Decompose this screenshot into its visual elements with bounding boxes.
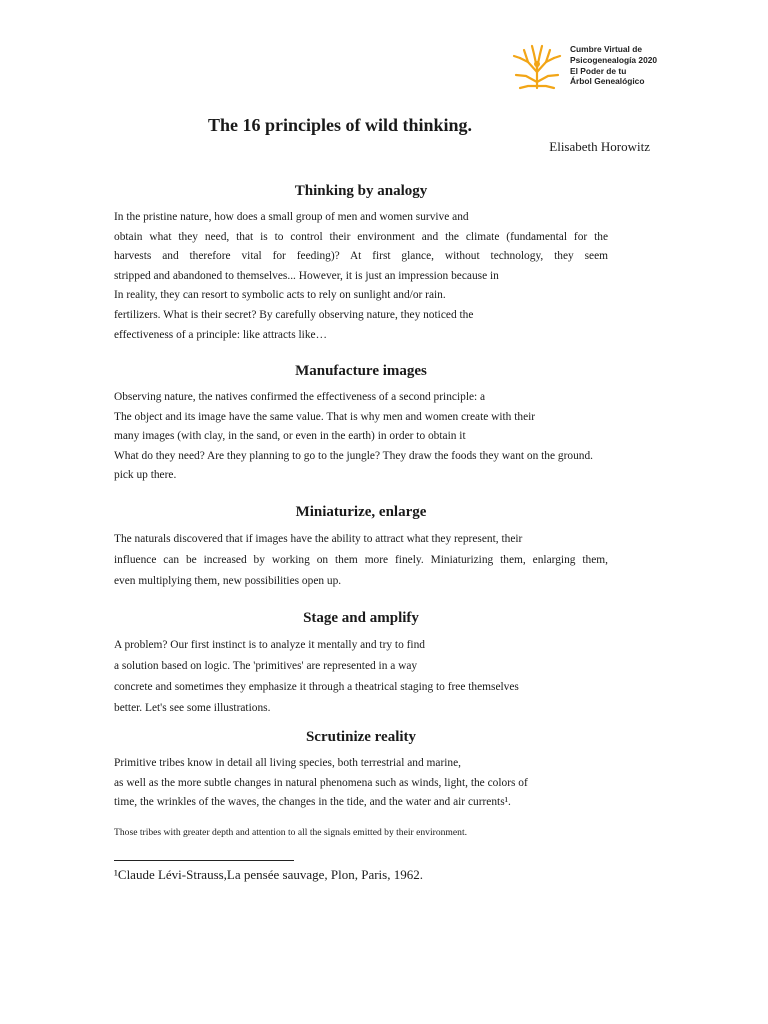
section-heading: Scrutinize reality — [305, 729, 417, 745]
body-line: What do they need? Are they planning to go to the jungle? They draw the foods they want on the ground. — [114, 449, 594, 462]
section-body — [114, 635, 608, 719]
logo-line-4: Árbol Genealógico — [570, 76, 645, 87]
section-body — [114, 208, 608, 345]
section-thinking-by-analogy — [114, 182, 608, 345]
body-line: stripped and abandoned to themselves... However, it is just an impression because in — [114, 269, 499, 282]
logo-line-3: El Poder de tu — [570, 65, 627, 76]
author-name: Elisabeth Horowitz — [549, 139, 650, 154]
footnote: ¹Claude Lévi-Strauss,La pensée sauvage, Plon, Paris, 1962. — [114, 867, 423, 882]
section-scrutinize-reality — [114, 728, 608, 813]
section-stage-and-amplify — [114, 609, 608, 719]
section-body — [114, 754, 608, 813]
body-line: In the pristine nature, how does a small group of men and women survive and — [114, 211, 469, 223]
document-title: The 16 principles of wild thinking. — [207, 115, 473, 135]
section-body — [114, 529, 608, 592]
section-heading: Manufacture images — [295, 363, 427, 379]
body-line: Primitive tribes know in detail all living species, both terrestrial and marine, — [114, 757, 462, 769]
section-manufacture-images — [114, 362, 608, 486]
body-line: a solution based on logic. The 'primitives' are represented in a way — [114, 660, 418, 672]
body-line: pick up there. — [114, 469, 177, 482]
closing-note: Those tribes with greater depth and attention to all the signals emitted by their environment. — [114, 827, 468, 838]
body-line: A problem? Our first instinct is to analyze it mentally and try to find — [114, 639, 425, 651]
section-heading: Thinking by analogy — [294, 183, 428, 199]
section-heading: Stage and amplify — [303, 610, 419, 626]
body-line: better. Let's see some illustrations. — [114, 702, 271, 714]
event-logo — [510, 42, 670, 92]
tree-logo-icon — [510, 42, 564, 92]
body-line: The naturals discovered that if images have the ability to attract what they represent, their — [114, 533, 523, 545]
logo-line-1: Cumbre Virtual de — [570, 44, 642, 54]
logo-line-2: Psicogenealogía 2020 — [570, 54, 658, 65]
body-line: time, the wrinkles of the waves, the changes in the tide, and the water and air currents¹. — [114, 796, 511, 809]
body-line: effectiveness of a principle: like attracts like… — [114, 328, 327, 341]
body-line: In reality, they can resort to symbolic acts to rely on sunlight and/or rain. — [114, 289, 446, 302]
body-line: as well as the more subtle changes in natural phenomena such as winds, light, the colors of — [114, 776, 528, 789]
body-line: The object and its image have the same value. That is why men and women create with their — [114, 410, 536, 423]
body-line: many images (with clay, in the sand, or even in the earth) in order to obtain it — [114, 430, 466, 443]
footnote-divider — [114, 860, 294, 861]
body-line: Observing nature, the natives confirmed the effectiveness of a second principle: a — [114, 391, 486, 403]
body-line: harvests and therefore vital for feeding)? At first glance, without technology, they seem — [114, 250, 608, 263]
section-miniaturize-enlarge — [114, 503, 608, 592]
section-heading: Miniaturize, enlarge — [295, 504, 427, 520]
body-line: influence can be increased by working on them more finely. Miniaturizing them, enlarging them, — [114, 554, 608, 566]
body-line: obtain what they need, that is to control their environment and the climate (fundamental for the — [114, 230, 608, 243]
section-body — [114, 388, 608, 486]
body-line: concrete and sometimes they emphasize it through a theatrical staging to free themselves — [114, 681, 519, 693]
body-line: fertilizers. What is their secret? By carefully observing nature, they noticed the — [114, 308, 474, 321]
body-line: even multiplying them, new possibilities open up. — [114, 575, 342, 587]
